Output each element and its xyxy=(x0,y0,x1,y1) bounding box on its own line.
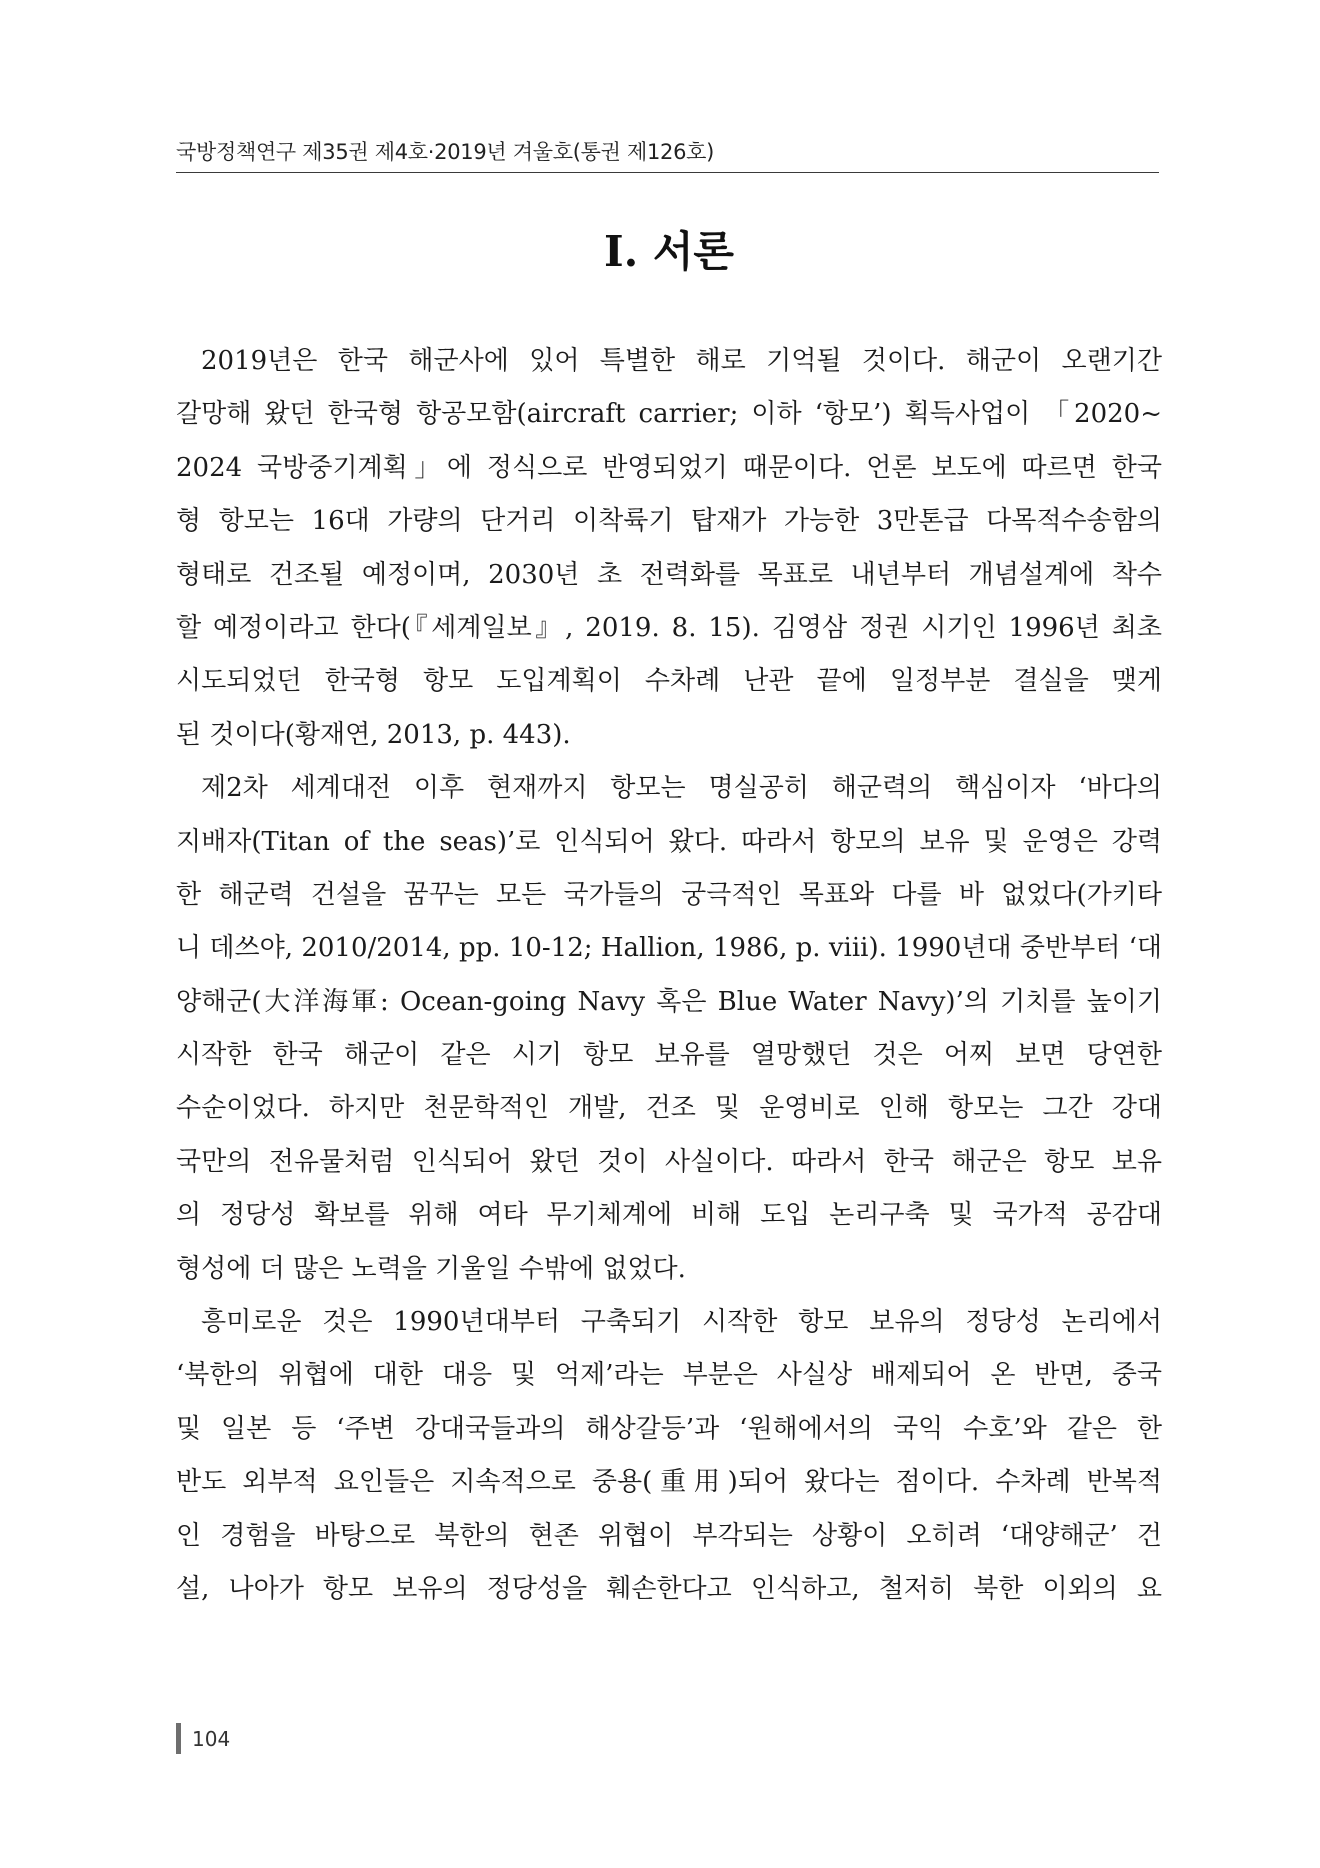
paragraph-2-line: 국만의 전유물처럼 인식되어 왔던 것이 사실이다. 따라서 한국 해군은 항모 보유 xyxy=(176,1146,1162,1177)
paragraph-3-line: 흥미로운 것은 1990년대부터 구축되기 시작한 항모 보유의 정당성 논리에서 xyxy=(201,1307,1162,1338)
page-number-bar xyxy=(176,1723,181,1754)
paragraph-2-line: 니 데쓰야, 2010/2014, pp. 10-12; Hallion, 1986, p. viii). 1990년대 중반부터 ‘대 xyxy=(176,933,1162,964)
paragraph-2-line: 양해군(大洋海軍: Ocean-going Navy 혹은 Blue Water Navy)’의 기치를 높이기 xyxy=(176,986,1162,1017)
paragraph-2-line: 지배자(Titan of the seas)’로 인식되어 왔다. 따라서 항모의 보유 및 운영은 강력 xyxy=(176,826,1162,857)
paragraph-2-line: 의 정당성 확보를 위해 여타 무기체계에 비해 도입 논리구축 및 국가적 공감대 xyxy=(176,1200,1162,1231)
paragraph-3-line: 반도 외부적 요인들은 지속적으로 중용(重用)되어 왔다는 점이다. 수차례 반복적 xyxy=(176,1467,1162,1498)
paragraph-1-line: 된 것이다(황재연, 2013, p. 443). xyxy=(176,719,571,750)
paragraph-3-line: 인 경험을 바탕으로 북한의 현존 위협이 부각되는 상황이 오히려 ‘대양해군’ 건 xyxy=(176,1520,1162,1551)
paragraph-2-line: 한 해군력 건설을 꿈꾸는 모든 국가들의 궁극적인 목표와 다를 바 없었다(가키타 xyxy=(176,879,1162,910)
paragraph-1-line: 할 예정이라고 한다(『세계일보』, 2019. 8. 15). 김영삼 정권 시기인 1996년 최초 xyxy=(176,612,1162,643)
paragraph-3-line: 및 일본 등 ‘주변 강대국들과의 해상갈등’과 ‘원해에서의 국익 수호’와 같은 한 xyxy=(176,1413,1162,1444)
paragraph-3-line: ‘북한의 위협에 대한 대응 및 억제’라는 부분은 사실상 배제되어 온 반면, 중국 xyxy=(176,1360,1162,1391)
paragraph-1-line: 2024 국방중기계획」에 정식으로 반영되었기 때문이다. 언론 보도에 따르면 한국 xyxy=(176,452,1162,483)
paragraph-2-line: 형성에 더 많은 노력을 기울일 수밖에 없었다. xyxy=(176,1253,686,1284)
paragraph-2-line: 시작한 한국 해군이 같은 시기 항모 보유를 열망했던 것은 어찌 보면 당연한 xyxy=(176,1040,1162,1071)
header-rule xyxy=(176,172,1159,173)
paragraph-2-line: 제2차 세계대전 이후 현재까지 항모는 명실공히 해군력의 핵심이자 ‘바다의 xyxy=(201,773,1162,804)
running-header: 국방정책연구 제35권 제4호·2019년 겨울호(통권 제126호) xyxy=(176,140,715,164)
paragraph-1-line: 갈망해 왔던 한국형 항공모함(aircraft carrier; 이하 ‘항모’) 획득사업이 「2020~ xyxy=(176,399,1162,430)
body-text xyxy=(176,335,1162,1616)
paragraph-3-line: 설, 나아가 항모 보유의 정당성을 훼손한다고 인식하고, 철저히 북한 이외의 요 xyxy=(176,1573,1162,1604)
paragraph-1-line: 시도되었던 한국형 항모 도입계획이 수차례 난관 끝에 일정부분 결실을 맺게 xyxy=(176,666,1162,697)
paragraph-1-line: 2019년은 한국 해군사에 있어 특별한 해로 기억될 것이다. 해군이 오랜기간 xyxy=(201,346,1162,376)
paragraph-2-line: 수순이었다. 하지만 천문학적인 개발, 건조 및 운영비로 인해 항모는 그간 강대 xyxy=(176,1093,1162,1124)
paragraph-1-line: 형태로 건조될 예정이며, 2030년 초 전력화를 목표로 내년부터 개념설계에 착수 xyxy=(176,559,1162,590)
section-title: Ⅰ. 서론 xyxy=(603,227,735,276)
paragraph-1-line: 형 항모는 16대 가량의 단거리 이착륙기 탑재가 가능한 3만톤급 다목적수송함의 xyxy=(176,506,1162,537)
page-number: 104 xyxy=(192,1727,231,1751)
